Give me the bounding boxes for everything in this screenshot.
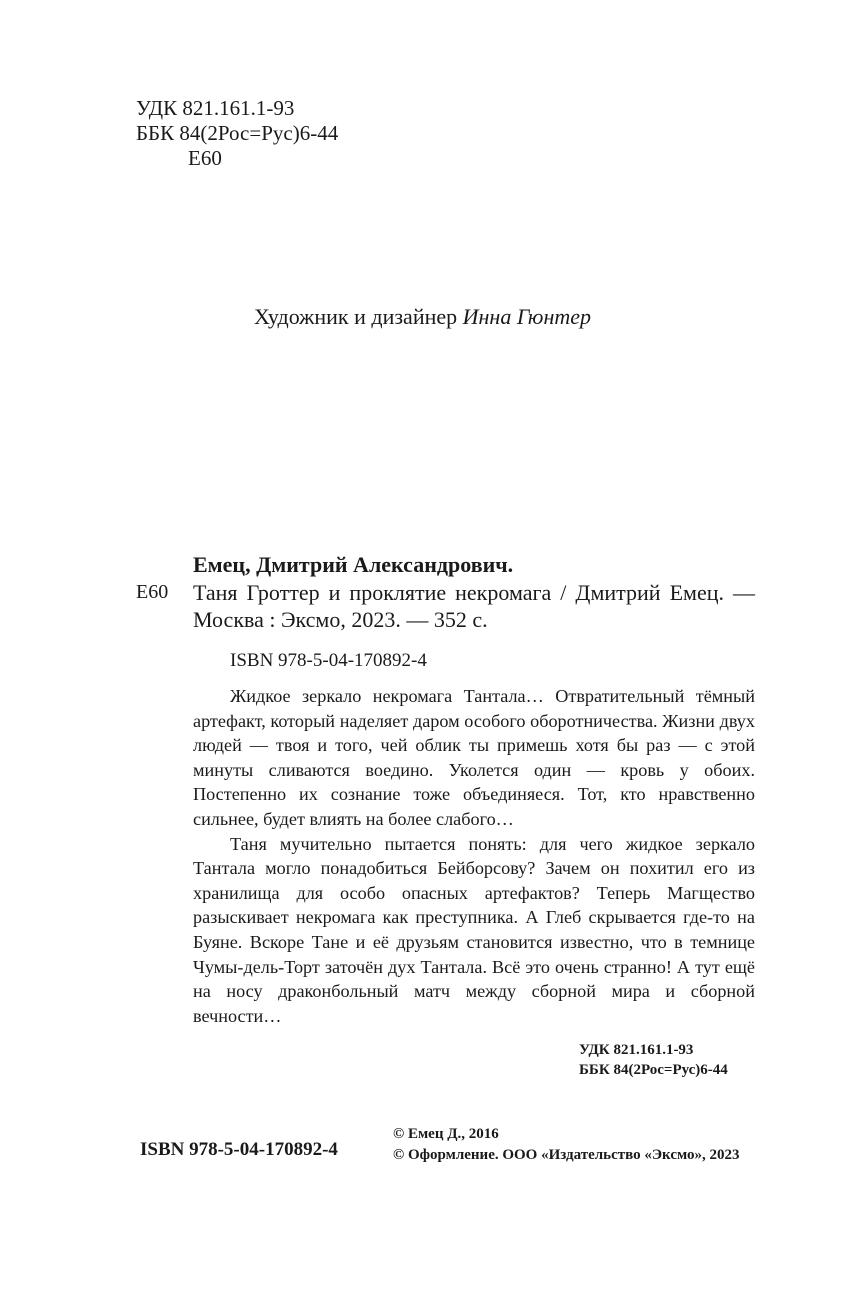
classification-block	[579, 1040, 728, 1080]
bbk-code-small: ББК 84(2Рос=Рус)6-44	[579, 1062, 728, 1078]
udk-code: УДК 821.161.1-93	[136, 96, 295, 120]
author-heading: Емец, Дмитрий Александрович.	[193, 552, 514, 577]
catalog-author-mark: Е60	[136, 581, 169, 603]
annotation	[193, 684, 755, 1028]
top-classification-block	[136, 96, 338, 171]
copyright-design: © Оформление. ООО «Издательство «Эксмо», 2023	[393, 1147, 740, 1163]
isbn-bottom: ISBN 978-5-04-170892-4	[140, 1139, 338, 1160]
bibliographic-description: Таня Гроттер и проклятие некромага / Дмитрий Емец. — Москва : Эксмо, 2023. — 352 с.	[193, 580, 755, 632]
udk-code-small: УДК 821.161.1-93	[579, 1042, 694, 1058]
credit-name: Инна Гюнтер	[462, 304, 592, 329]
annotation-paragraph: Таня мучительно пытается понять: для чего жидкое зеркало Тантала могло понадобиться Бейборсову? Зачем он похитил его из хранилища для особо опасных артефактов? Теперь Магщество разыскивает некромага как преступника. А Глеб скрывается где-то на Буяне. Вскоре Тане и её друзьям становится известно, что в темнице Чумы-дель-Торт заточён дух Тантала. Всё это очень странно! А тут ещё на носу драконбольный матч между сборной мира и сборной вечности…	[193, 833, 755, 1026]
annotation-paragraph: Жидкое зеркало некромага Тантала… Отвратительный тёмный артефакт, который наделяет даром особого оборотничества. Жизни двух людей — твоя и того, чей облик ты примешь хотя бы раз — с этой минуты сливаются воедино. Уколется один — кровь у обоих. Постепенно их сознание тоже объединяеся. Тот, кто нравственно сильнее, будет влиять на более слабого…	[193, 686, 755, 829]
illustrator-credit	[0, 304, 845, 330]
catalog-isbn: ISBN 978-5-04-170892-4	[230, 650, 427, 671]
bbk-code: ББК 84(2Рос=Рус)6-44	[136, 121, 339, 145]
credit-role: Художник и дизайнер	[253, 304, 463, 329]
copyright-block	[393, 1124, 740, 1166]
author-mark: Е60	[188, 146, 222, 170]
copyright-author: © Емец Д., 2016	[393, 1126, 499, 1142]
